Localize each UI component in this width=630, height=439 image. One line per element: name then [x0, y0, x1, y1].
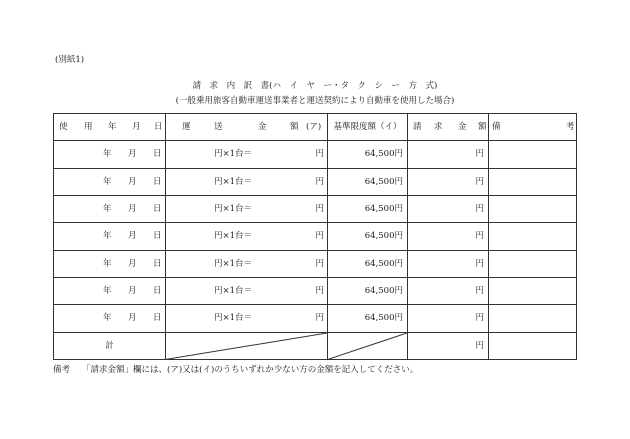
standard-limit-value: 64,500円: [364, 313, 403, 324]
year-label: 年: [103, 313, 112, 324]
standard-limit-cell: [328, 251, 408, 278]
claim-yen-unit: 円: [475, 203, 484, 214]
fare-formula: 円×1台＝: [214, 313, 253, 324]
fare-yen-unit: 円: [315, 176, 324, 187]
remarks-cell: [489, 196, 577, 223]
day-label: 日: [153, 231, 162, 242]
month-label: 月: [128, 176, 137, 187]
remarks-cell: [489, 305, 577, 332]
claim-amount-cell: [408, 278, 489, 305]
day-label: 日: [153, 313, 162, 324]
fare-formula: 円×1台＝: [214, 149, 253, 160]
standard-limit-cell: [328, 223, 408, 250]
standard-limit-value: 64,500円: [364, 203, 403, 214]
footnote: [53, 366, 418, 375]
header-claim-amount: [408, 114, 489, 141]
standard-limit-value: 64,500円: [364, 258, 403, 269]
header-char: 金: [458, 121, 467, 132]
header-marker-a: (ア): [306, 121, 322, 132]
fare-amount-cell: [166, 251, 328, 278]
fare-formula: 円×1台＝: [214, 258, 253, 269]
header-char: 求: [434, 121, 443, 132]
total-remarks-cell: [489, 333, 577, 360]
header-char: 用: [84, 121, 93, 132]
claim-amount-cell: [408, 223, 489, 250]
total-label: 計: [105, 340, 114, 351]
fare-yen-unit: 円: [315, 313, 324, 324]
total-standard-limit-cell: [328, 333, 408, 360]
claim-yen-unit: 円: [475, 313, 484, 324]
day-label: 日: [153, 203, 162, 214]
header-char: 備: [492, 121, 501, 132]
month-label: 月: [128, 313, 137, 324]
month-label: 月: [128, 203, 137, 214]
fare-yen-unit: 円: [315, 285, 324, 296]
fare-formula: 円×1台＝: [214, 203, 253, 214]
standard-limit-cell: [328, 305, 408, 332]
header-standard-limit: [328, 114, 408, 141]
header-remarks: [489, 114, 577, 141]
claim-yen-unit: 円: [475, 340, 484, 351]
header-char: 請: [413, 121, 422, 132]
fare-amount-cell: [166, 278, 328, 305]
header-char: 月: [132, 121, 141, 132]
claim-yen-unit: 円: [475, 149, 484, 160]
total-fare-amount-cell: [166, 333, 328, 360]
header-char: 運: [182, 121, 191, 132]
remarks-cell: [489, 223, 577, 250]
fare-formula: 円×1台＝: [214, 285, 253, 296]
header-char: 年: [108, 121, 117, 132]
footnote-text: 「請求金額」欄には、(ア)又は(イ)のうちいずれか少ない方の金額を記入してください。: [82, 365, 419, 375]
claim-amount-cell: [408, 196, 489, 223]
month-label: 月: [128, 285, 137, 296]
day-label: 日: [153, 285, 162, 296]
header-label: 基準限度額（イ）: [333, 121, 402, 132]
header-char: 金: [258, 121, 267, 132]
standard-limit-value: 64,500円: [364, 231, 403, 242]
claim-breakdown-table: [53, 113, 577, 360]
fare-amount-cell: [166, 223, 328, 250]
diagonal-strike-line: [328, 333, 407, 359]
fare-formula: 円×1台＝: [214, 176, 253, 187]
claim-yen-unit: 円: [475, 258, 484, 269]
fare-yen-unit: 円: [315, 258, 324, 269]
fare-yen-unit: 円: [315, 231, 324, 242]
day-label: 日: [153, 258, 162, 269]
header-char: 額: [290, 121, 299, 132]
remarks-cell: [489, 141, 577, 168]
month-label: 月: [128, 258, 137, 269]
total-claim-amount-cell: [408, 333, 489, 360]
standard-limit-value: 64,500円: [364, 176, 403, 187]
use-date-cell: [54, 223, 166, 250]
use-date-cell: [54, 196, 166, 223]
document-title: 請 求 内 訳 書(ハ イ ヤ ー・タ ク シ ー 方 式): [192, 81, 438, 91]
fare-formula: 円×1台＝: [214, 231, 253, 242]
standard-limit-cell: [328, 141, 408, 168]
claim-amount-cell: [408, 169, 489, 196]
fare-yen-unit: 円: [315, 149, 324, 160]
use-date-cell: [54, 251, 166, 278]
fare-amount-cell: [166, 141, 328, 168]
day-label: 日: [153, 149, 162, 160]
header-char: 送: [214, 121, 223, 132]
claim-yen-unit: 円: [475, 231, 484, 242]
fare-amount-cell: [166, 169, 328, 196]
claim-amount-cell: [408, 305, 489, 332]
year-label: 年: [103, 149, 112, 160]
document-subtitle: (一般乗用旅客自動車運送事業者と運送契約により自動車を使用した場合): [175, 96, 455, 106]
total-label-cell: [54, 333, 166, 360]
remarks-cell: [489, 169, 577, 196]
year-label: 年: [103, 285, 112, 296]
header-fare-amount: [166, 114, 328, 141]
standard-limit-cell: [328, 169, 408, 196]
year-label: 年: [103, 258, 112, 269]
header-char: 使: [59, 121, 68, 132]
day-label: 日: [153, 176, 162, 187]
claim-yen-unit: 円: [475, 285, 484, 296]
remarks-cell: [489, 251, 577, 278]
claim-amount-cell: [408, 251, 489, 278]
remarks-cell: [489, 278, 577, 305]
year-label: 年: [103, 231, 112, 242]
header-char: 日: [154, 121, 163, 132]
attachment-label: (別紙1): [55, 55, 85, 65]
fare-amount-cell: [166, 196, 328, 223]
year-label: 年: [103, 176, 112, 187]
claim-yen-unit: 円: [475, 176, 484, 187]
claim-amount-cell: [408, 141, 489, 168]
standard-limit-cell: [328, 196, 408, 223]
diagonal-strike-line: [166, 333, 327, 359]
standard-limit-value: 64,500円: [364, 285, 403, 296]
use-date-cell: [54, 169, 166, 196]
header-char: 考: [566, 121, 575, 132]
header-use-date: [54, 114, 166, 141]
use-date-cell: [54, 141, 166, 168]
month-label: 月: [128, 149, 137, 160]
standard-limit-value: 64,500円: [364, 149, 403, 160]
standard-limit-cell: [328, 278, 408, 305]
header-char: 額: [478, 121, 487, 132]
fare-yen-unit: 円: [315, 203, 324, 214]
year-label: 年: [103, 203, 112, 214]
fare-amount-cell: [166, 305, 328, 332]
month-label: 月: [128, 231, 137, 242]
use-date-cell: [54, 278, 166, 305]
use-date-cell: [54, 305, 166, 332]
footnote-label: 備考: [53, 365, 71, 375]
